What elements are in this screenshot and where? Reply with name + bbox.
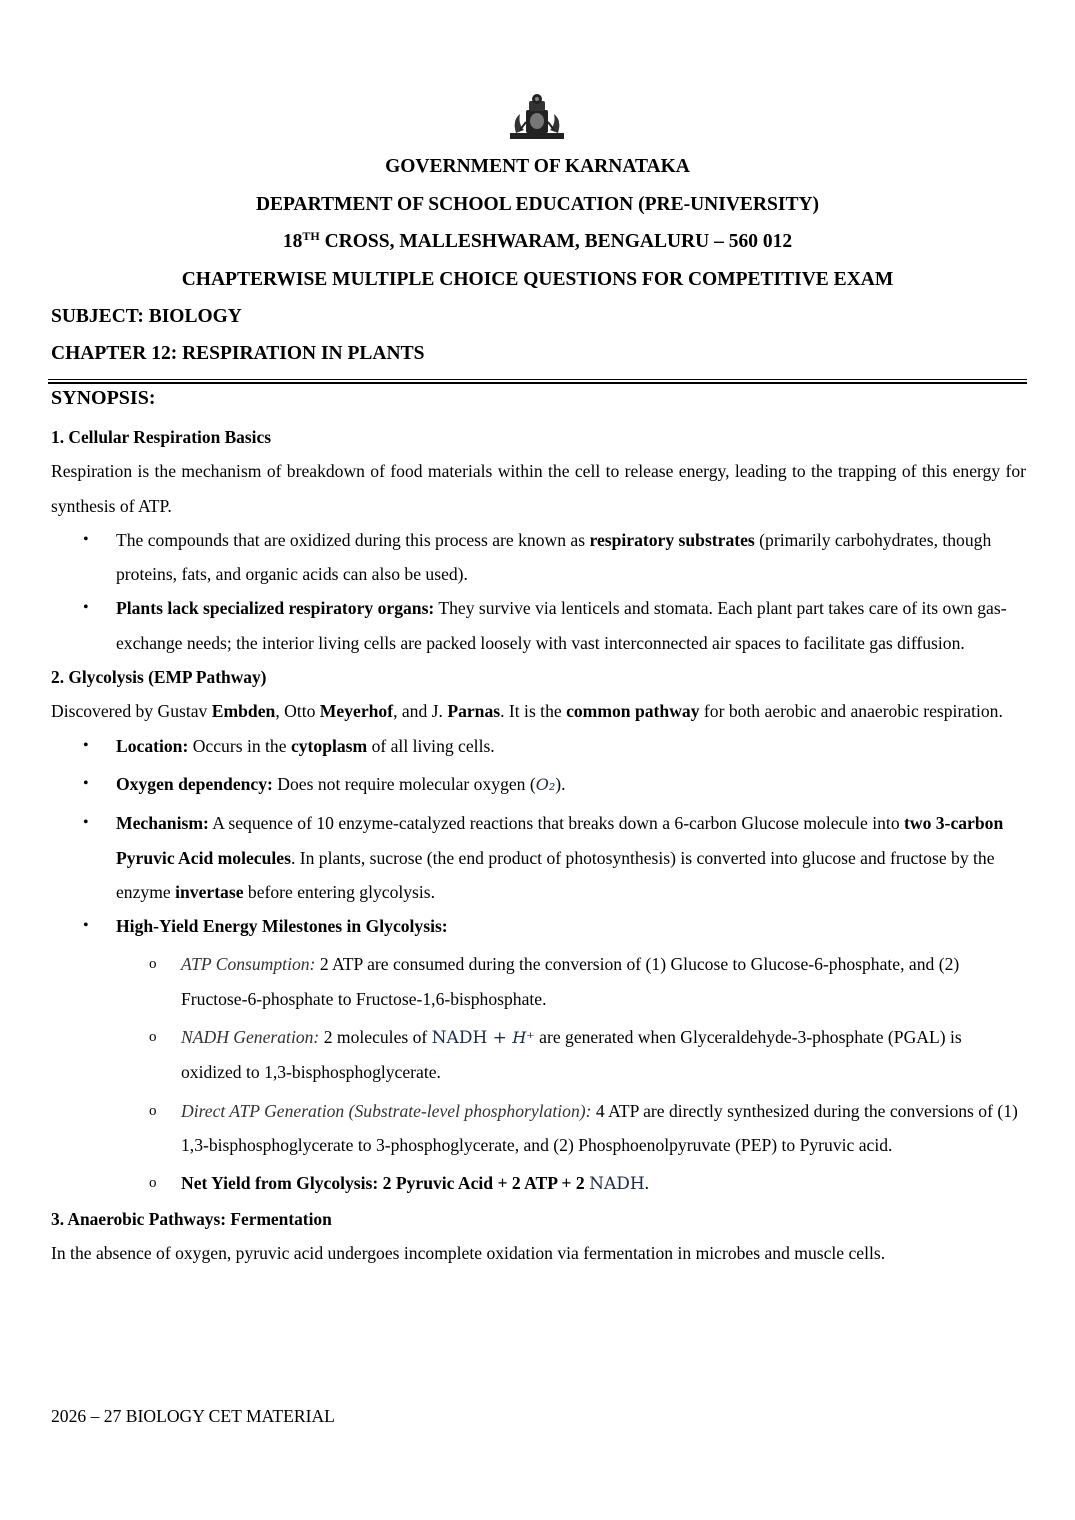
bullet-text: They survive via lenticels and stomata. Each plant part takes care of its own gas-exchange needs; the interior living cells are packed loosely with vast interconnected air spaces to facilitate gas diffusion.: [116, 598, 1007, 653]
synopsis-label: SYNOPSIS:: [51, 387, 156, 409]
section-2-bullets: [51, 729, 1026, 1202]
double-rule-top: [48, 379, 1027, 380]
milestone-bold: Net Yield from Glycolysis: 2 Pyruvic Acid + 2 ATP + 2: [181, 1173, 590, 1194]
intro-bold: common pathway: [566, 701, 700, 722]
synopsis-content: [51, 420, 1026, 1270]
scientist-name: Embden: [211, 701, 276, 722]
bullet-text: A sequence of 10 enzyme-catalyzed reactions that breaks down a 6-carbon Glucose molecule into: [208, 813, 905, 834]
section-2-intro: [51, 694, 1026, 728]
milestone-label: Direct ATP Generation (Substrate-level phosphorylation):: [181, 1100, 592, 1121]
bullet-text: of all living cells.: [367, 735, 495, 756]
header-department: DEPARTMENT OF SCHOOL EDUCATION (PRE-UNIVERSITY): [255, 194, 820, 215]
scientist-name: Parnas: [447, 701, 501, 722]
bullet-text: before entering glycolysis.: [243, 881, 436, 902]
bullet-high-yield: [51, 909, 1026, 1201]
karnataka-emblem-icon: [502, 92, 572, 142]
bullet-text: Occurs in the: [188, 735, 291, 756]
double-rule-bottom: [48, 382, 1027, 384]
subject-heading: SUBJECT: BIOLOGY: [51, 306, 242, 327]
section-3-title: 3. Anaerobic Pathways: Fermentation: [51, 1208, 332, 1229]
section-3-intro: In the absence of oxygen, pyruvic acid undergoes incomplete oxidation via fermentation in microbes and muscle cells.: [51, 1242, 886, 1263]
milestone-nadh-generation: [51, 1020, 1026, 1090]
intro-text: Discovered by Gustav: [51, 701, 212, 722]
bullet-text: . In plants, sucrose (the end product of photosynthesis) is converted into glucose and fructose by the enzyme: [116, 847, 995, 902]
oxygen-formula: O₂: [535, 774, 556, 794]
bullet-label: Location:: [116, 735, 189, 756]
milestone-text: 2 ATP are consumed during the conversion of (1) Glucose to Glucose-6-phosphate, and (2) Fructose-6-phosphate to Fructose-1,6-bisphosphate.: [181, 954, 960, 1009]
bullet-bold: Plants lack specialized respiratory organs:: [116, 598, 435, 619]
address-number: 18: [282, 231, 303, 252]
bullet-label: Oxygen dependency:: [116, 773, 273, 794]
milestone-net-yield: [51, 1166, 1026, 1201]
milestone-text: are generated when Glyceraldehyde-3-phosphate (PGAL) is oxidized to 1,3-bisphosphoglycerate.: [181, 1027, 962, 1083]
intro-text: for both aerobic and anaerobic respiration.: [699, 701, 1003, 722]
milestone-text: .: [644, 1173, 650, 1194]
intro-text: , Otto: [275, 701, 320, 722]
bullet-text: The compounds that are oxidized during this process are known as: [116, 529, 590, 550]
milestone-text: 4 ATP are directly synthesized during the conversions of (1) 1,3-bisphosphoglycerate to 3-phosphoglycerate, and (2) Phosphoenolpyruvate (PEP) to Pyruvic acid.: [181, 1100, 1018, 1155]
milestone-label: NADH Generation:: [181, 1027, 320, 1048]
intro-text: , and J.: [393, 701, 448, 722]
bullet-bold: two 3-carbon Pyruvic Acid molecules: [116, 813, 1004, 868]
milestone-direct-atp: [51, 1094, 1026, 1163]
bullet-bold: cytoplasm: [290, 735, 368, 756]
bullet-oxygen: [51, 767, 1026, 802]
chapter-heading: CHAPTER 12: RESPIRATION IN PLANTS: [51, 343, 425, 364]
section-2-title: 2. Glycolysis (EMP Pathway): [51, 667, 267, 688]
scientist-name: Meyerhof: [319, 701, 394, 722]
milestone-atp-consumption: [51, 947, 1026, 1016]
address-rest: CROSS, MALLESHWARAM, BENGALURU – 560 012: [319, 231, 793, 252]
header-government: GOVERNMENT OF KARNATAKA: [385, 156, 690, 177]
intro-text: . It is the: [500, 701, 567, 722]
milestone-text: 2 molecules of: [319, 1027, 432, 1048]
bullet-location: [51, 729, 1026, 763]
bullet-respiratory-substrates: [51, 523, 1026, 592]
proton-formula: H⁺: [512, 1028, 535, 1048]
address-superscript: TH: [302, 229, 320, 243]
section-1-intro: Respiration is the mechanism of breakdown of food materials within the cell to release energy, leading to the trapping of this energy for synthesis of ATP.: [51, 461, 1026, 516]
energy-milestones-list: [116, 947, 1026, 1201]
section-1-title: 1. Cellular Respiration Basics: [51, 427, 271, 447]
bullet-text: ).: [555, 773, 566, 794]
milestone-label: ATP Consumption:: [181, 954, 316, 975]
bullet-label: High-Yield Energy Milestones in Glycolysis:: [116, 916, 448, 937]
bullet-bold: invertase: [175, 881, 244, 902]
bullet-text: Does not require molecular oxygen (: [272, 773, 536, 794]
section-1-bullets: [51, 523, 1026, 660]
bullet-text: (primarily carbohydrates, though proteins, fats, and organic acids can also be used).: [116, 529, 992, 585]
header-address: [0, 230, 1075, 254]
bullet-bold: respiratory substrates: [589, 529, 755, 550]
page-footer: 2026 – 27 BIOLOGY CET MATERIAL: [51, 1406, 335, 1426]
header-title: CHAPTERWISE MULTIPLE CHOICE QUESTIONS FOR COMPETITIVE EXAM: [181, 269, 894, 290]
nadh-formula: NADH: [589, 1174, 645, 1195]
bullet-respiratory-organs: [51, 591, 1026, 660]
bullet-mechanism: [51, 806, 1026, 909]
bullet-label: Mechanism:: [116, 813, 209, 834]
nadh-formula: NADH +: [431, 1028, 513, 1049]
